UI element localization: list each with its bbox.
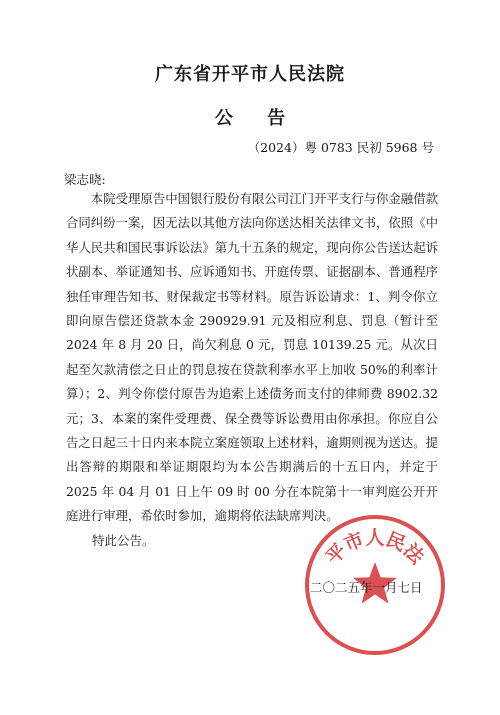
closing-statement: 特此公告。 <box>92 533 155 548</box>
seal-text: 平市人民法 <box>321 527 429 569</box>
case-number: （2024）粤 0783 民初 5968 号 <box>247 140 434 155</box>
document-type-title: 公 告 <box>214 108 300 129</box>
notice-body: 本院受理原告中国银行股份有限公司江门开平支行与你金融借款合同纠纷一案，因无法以其他方法向你送达相关法律文书，依照《中华人民共和国民事诉讼法》第九十五条的规定，现向你公告送达起诉状副本、举证通知书、应诉通知书、开庭传票、证据副本、普通程序独任审理告知书、财保裁定书等材料。原告诉讼请求：1、判令你立即向原告偿还贷款本金 290929.91 元及相应利息、罚息（暂计至 2024 年 8 月 20 日，尚欠利息 0 元，罚息 10139.25 元。从次日起至欠款清偿之日止的罚息按在贷款利率水平上加收 50%的利率计算）；2、判令你偿付原告为追索上述债务而支付的律师费 8902.32 元；3、本案的案件受理费、保全费等诉讼费用由你承担。你应自公告之日起三十日内来本院立案庭领取上述材料，逾期则视为送达。提出答辩的期限和举证期限均为本公告期满后的十五日内，并定于 2025 年 04 月 01 日上午 09 时 00 分在本院第十一审判庭公开开庭进行审理，希依时参加，逾期将依法缺席判决。 <box>66 191 438 524</box>
addressee: 梁志晓: <box>64 172 106 187</box>
issue-date: 二〇二五年一月七日 <box>310 580 423 595</box>
court-name: 广东省开平市人民法院 <box>155 64 345 85</box>
